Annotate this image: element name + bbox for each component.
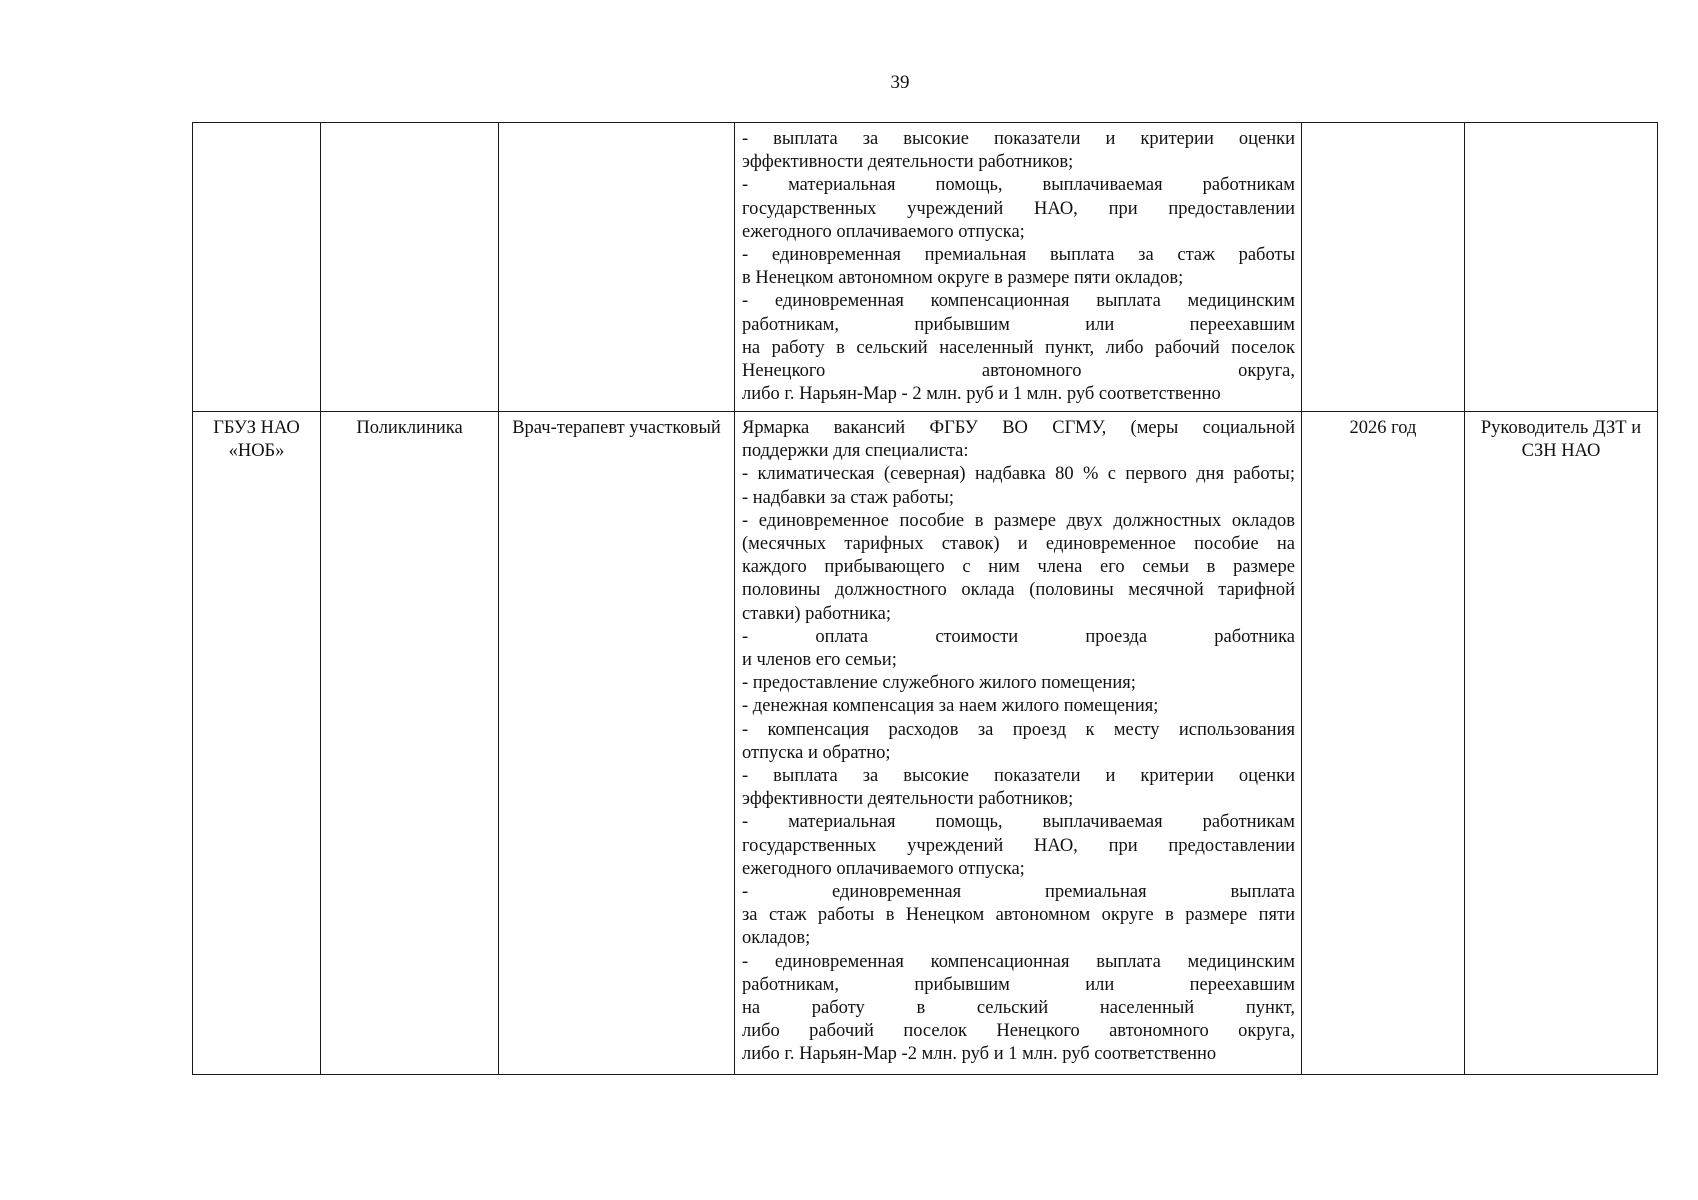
- measure-line: эффективности деятельности работников;: [742, 152, 1074, 173]
- measure-line: на работу в сельский населенный пункт,: [742, 998, 1295, 1019]
- measure-line: эффективности деятельности работников;: [742, 789, 1074, 810]
- department-cell: Поликлиника: [321, 412, 499, 1075]
- responsible-cell: [1465, 123, 1658, 412]
- measure-line: за стаж работы в Ненецком автономном округе в размере пяти: [742, 905, 1295, 926]
- measure-line: - предоставление служебного жилого помещения;: [742, 673, 1136, 694]
- measure-line: - единовременное пособие в размере двух должностных окладов: [742, 510, 1295, 531]
- measure-line: Ярмарка вакансий ФГБУ ВО СГМУ, (меры социальной: [742, 418, 1295, 438]
- measure-line: - климатическая (северная) надбавка 80 % с первого дня работы;: [742, 464, 1295, 485]
- measure-line: - надбавки за стаж работы;: [742, 487, 955, 508]
- table-row: [193, 412, 1658, 1075]
- measure-line: - единовременная премиальная выплата за стаж работы: [742, 245, 1295, 266]
- measure-line: на работу в сельский населенный пункт, либо рабочий поселок: [742, 337, 1295, 358]
- deadline-cell: [1302, 123, 1465, 412]
- measure-line: - единовременная компенсационная выплата медицинским: [742, 951, 1295, 972]
- measure-line: - компенсация расходов за проезд к месту использования: [742, 719, 1295, 740]
- measure-line: поддержки для специалиста:: [742, 441, 969, 462]
- measure-line: ставки) работника;: [742, 603, 891, 624]
- table-row: [193, 123, 1658, 412]
- measure-line: либо г. Нарьян-Мар - 2 млн. руб и 1 млн. руб соответственно: [742, 384, 1221, 405]
- deadline-cell: 2026 год: [1302, 412, 1465, 1075]
- measure-line: государственных учреждений НАО, при предоставлении: [742, 835, 1295, 856]
- measure-line: и членов его семьи;: [742, 650, 897, 671]
- measures-cell: [735, 412, 1302, 1075]
- measure-line: - выплата за высокие показатели и критерии оценки: [742, 129, 1295, 149]
- measure-line: работникам, прибывшим или переехавшим: [742, 314, 1295, 335]
- department-cell: [321, 123, 499, 412]
- measure-line: отпуска и обратно;: [742, 742, 891, 763]
- measure-line: - единовременная премиальная выплата: [742, 882, 1295, 903]
- page-number: 39: [890, 72, 910, 93]
- measure-line: половины должностного оклада (половины месячной тарифной: [742, 580, 1295, 601]
- measure-line: - выплата за высокие показатели и критерии оценки: [742, 766, 1295, 787]
- institution-cell: [193, 123, 321, 412]
- measure-line: - материальная помощь, выплачиваемая работникам: [742, 175, 1295, 196]
- measure-line: - оплата стоимости проезда работника: [742, 626, 1295, 647]
- measure-line: каждого прибывающего с ним члена его семьи в размере: [742, 557, 1295, 578]
- measure-line: ежегодного оплачиваемого отпуска;: [742, 858, 1025, 879]
- measure-line: - материальная помощь, выплачиваемая работникам: [742, 812, 1295, 833]
- measure-line: либо г. Нарьян-Мар -2 млн. руб и 1 млн. руб соответственно: [742, 1044, 1217, 1065]
- measure-line: в Ненецком автономном округе в размере пяти окладов;: [742, 268, 1184, 289]
- measures-cell: [735, 123, 1302, 412]
- measure-line: ежегодного оплачиваемого отпуска;: [742, 221, 1025, 242]
- measures-table: [192, 122, 1658, 1075]
- measure-line: - единовременная компенсационная выплата медицинским: [742, 291, 1295, 312]
- measure-line: окладов;: [742, 928, 811, 949]
- position-cell: [499, 123, 735, 412]
- measure-line: (месячных тарифных ставок) и единовременное пособие на: [742, 534, 1295, 555]
- measure-line: либо рабочий поселок Ненецкого автономного округа,: [742, 1021, 1295, 1042]
- position-cell: Врач-терапевт участковый: [499, 412, 735, 1075]
- measure-line: государственных учреждений НАО, при предоставлении: [742, 198, 1295, 219]
- measure-line: - денежная компенсация за наем жилого помещения;: [742, 696, 1159, 717]
- responsible-cell: Руководитель ДЗТ и СЗН НАО: [1465, 412, 1658, 1075]
- measure-line: работникам, прибывшим или переехавшим: [742, 974, 1295, 995]
- institution-cell: ГБУЗ НАО «НОБ»: [193, 412, 321, 1075]
- measure-line: Ненецкого автономного округа,: [742, 361, 1295, 382]
